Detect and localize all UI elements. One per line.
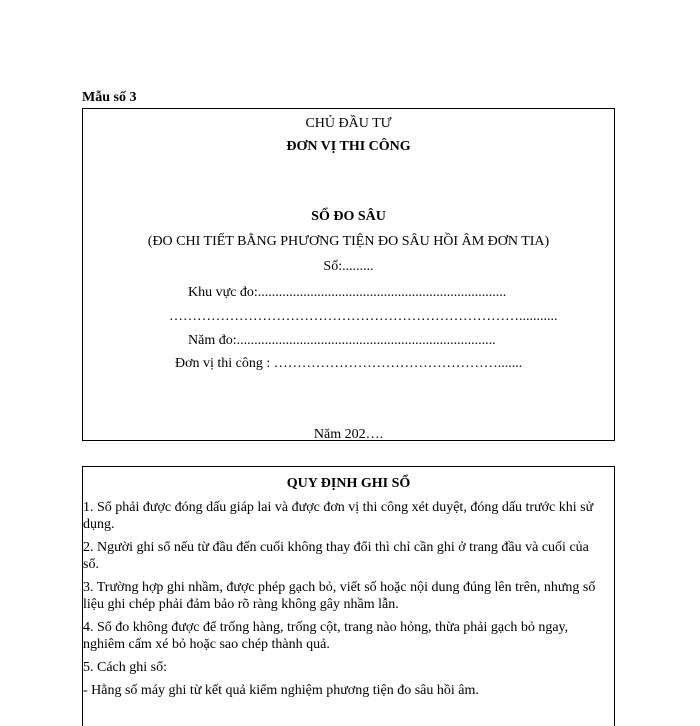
- rule-item: - Hằng số máy ghi từ kết quả kiểm nghiệm phương tiện đo sâu hồi âm.: [83, 683, 479, 698]
- rule-item: 4. Sổ đo không được để trống hàng, trống cột, trang nào hỏng, thừa phải gạch bỏ ngay, nghiêm cấm xé bỏ hoặc sao chép thành quả.: [83, 620, 569, 652]
- rule-item: 5. Cách ghi sổ:: [83, 660, 167, 675]
- rules-list: [83, 499, 608, 705]
- recording-rules-box: [82, 466, 615, 726]
- rule-item: 2. Người ghi sổ nếu từ đầu đến cuối không thay đổi thì chỉ cần ghi ở trang đầu và cuối của sổ.: [83, 540, 589, 572]
- survey-area-field: Khu vực đo:.......................................................................: [188, 285, 507, 300]
- cover-year: Năm 202….: [313, 427, 384, 442]
- contractor-heading: ĐƠN VỊ THI CÔNG: [286, 139, 411, 154]
- survey-year-field: Năm đo:..........................................................................: [188, 333, 496, 348]
- book-subtitle: (ĐO CHI TIẾT BẰNG PHƯƠNG TIỆN ĐO SÂU HỒI ÂM ĐƠN TIA): [147, 234, 550, 249]
- rule-item: 3. Trường hợp ghi nhầm, được phép gạch bỏ, viết số hoặc nội dung đúng lên trên, nhưng số liệu ghi chép phải đảm bảo rõ ràng không gây nhầm lẫn.: [83, 580, 596, 612]
- book-title: SỔ ĐO SÂU: [311, 209, 386, 224]
- contractor-field: Đơn vị thi công : ………………………………………….......: [175, 356, 523, 371]
- rules-title: QUY ĐỊNH GHI SỔ: [286, 476, 411, 491]
- survey-area-continuation: …………………………………………………………………...........: [169, 309, 558, 324]
- book-number-field: Số:.........: [323, 259, 374, 274]
- form-number-label: Mẫu số 3: [82, 90, 137, 105]
- owner-heading: CHỦ ĐẦU TƯ: [305, 116, 392, 131]
- rule-item: 1. Sổ phải được đóng dấu giáp lai và được đơn vị thi công xét duyệt, đóng dấu trước khi sử dụng.: [83, 500, 594, 532]
- cover-page-box: [82, 108, 615, 441]
